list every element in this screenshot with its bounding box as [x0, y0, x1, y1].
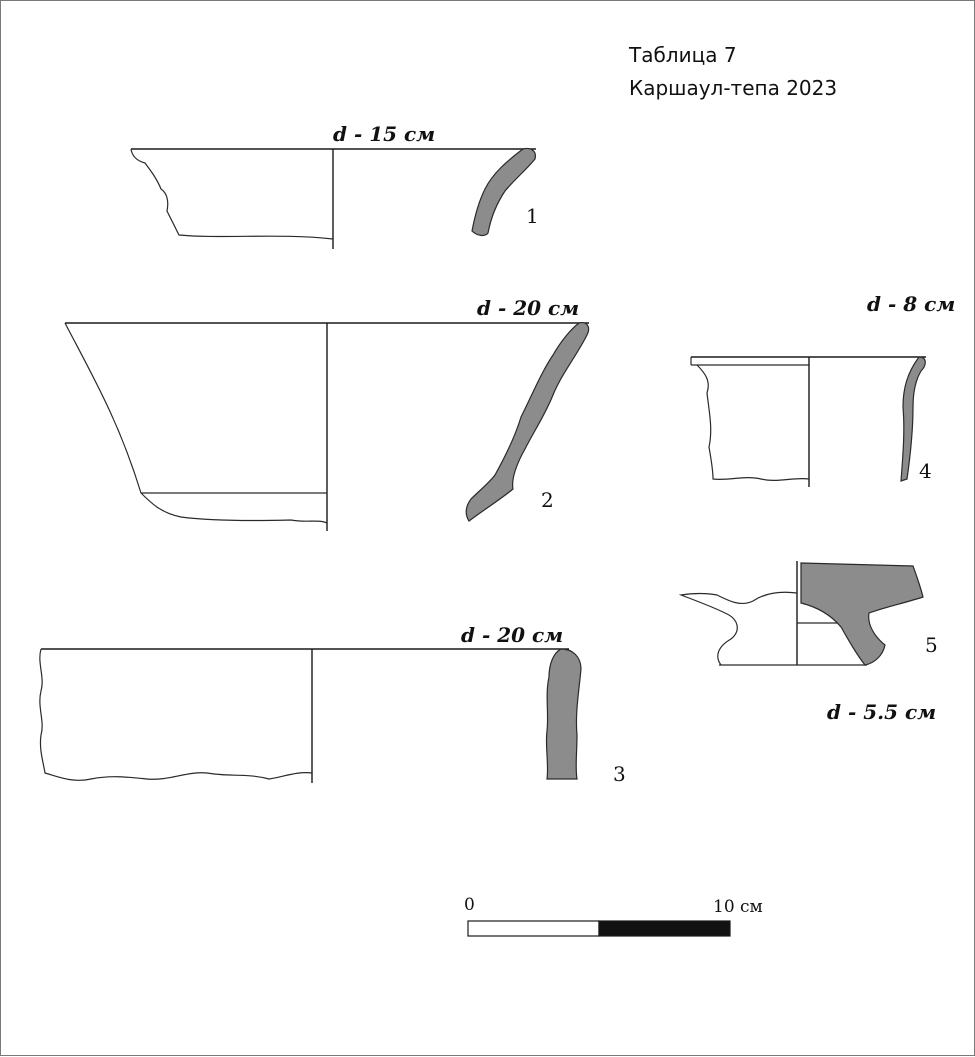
- vessel-2-section: [466, 323, 588, 521]
- vessel-2-number: 2: [541, 488, 554, 512]
- vessel-1-number: 1: [526, 204, 539, 228]
- site-label: Каршаул-тепа 2023: [629, 76, 838, 100]
- vessel-4-profile-outline: [697, 365, 809, 480]
- table-label: Таблица 7: [629, 43, 737, 67]
- vessel-1-diameter: d - 15 см: [333, 122, 436, 146]
- vessel-4-number: 4: [919, 459, 932, 483]
- vessel-3-profile-outline: [40, 649, 312, 780]
- vessel-3: [40, 623, 626, 786]
- vessel-2: [65, 296, 589, 531]
- scale-bar-light-segment: [468, 921, 599, 936]
- vessel-3-number: 3: [613, 762, 626, 786]
- vessel-5-profile-outline: [681, 592, 797, 665]
- vessel-5-number: 5: [925, 633, 938, 657]
- pottery-drawings: [1, 1, 975, 1057]
- scale-bar: [464, 895, 763, 936]
- vessel-3-section: [546, 649, 581, 779]
- vessel-1-profile-outline: [131, 149, 333, 239]
- vessel-5-section: [801, 563, 923, 665]
- scale-bar-dark-segment: [599, 921, 730, 936]
- vessel-1: [131, 122, 539, 249]
- vessel-3-diameter: d - 20 см: [461, 623, 564, 647]
- vessel-5-diameter: d - 5.5 см: [827, 700, 937, 724]
- vessel-4: [691, 292, 955, 487]
- vessel-5: [681, 561, 938, 724]
- vessel-2-diameter: d - 20 см: [477, 296, 580, 320]
- vessel-4-diameter: d - 8 см: [867, 292, 956, 316]
- scale-start-label: 0: [464, 895, 475, 915]
- scale-end-label: 10 см: [713, 897, 763, 917]
